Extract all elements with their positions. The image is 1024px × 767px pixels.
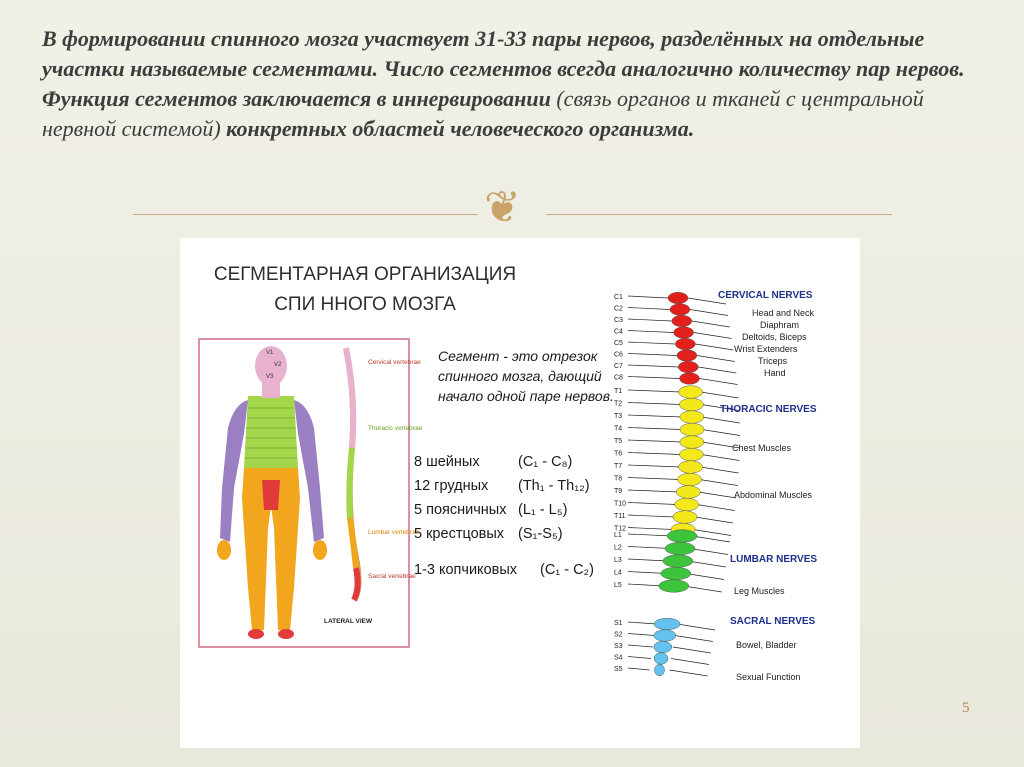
function-label: Triceps: [758, 356, 788, 366]
segment-label-t6: T6: [614, 450, 623, 458]
nerve-branch-c3: [692, 321, 730, 327]
vertebra-s3: [654, 641, 672, 653]
nerve-branch-l1: [692, 536, 730, 542]
function-label: Sexual Function: [736, 672, 801, 682]
segment-label-c5: C5: [614, 340, 623, 347]
segment-label-t12: T12: [614, 525, 627, 533]
lateral-view-label: LATERAL VIEW: [324, 618, 373, 625]
segment-label-t4: T4: [614, 425, 623, 433]
segment-label-c8: C8: [614, 374, 623, 382]
panel-title-line-1: СЕГМЕНТАРНАЯ ОРГАНИЗАЦИЯ: [213, 264, 517, 285]
function-label: Chest Muscles: [732, 443, 792, 453]
nerve-branch-t7: [701, 467, 739, 473]
nerve-root-t10: [628, 503, 677, 505]
nerve-branch-c6: [697, 356, 735, 362]
vertebra-c6: [677, 350, 697, 362]
panel-title-line-2: СПИ ННОГО МОЗГА: [274, 294, 456, 315]
segment-label-l1: L1: [614, 532, 622, 539]
nerve-root-t11: [628, 515, 675, 517]
segment-definition: Сегмент - это отрезок спинного мозга, дающий начало одной паре нервов.: [438, 348, 614, 404]
function-label: Hand: [764, 368, 786, 378]
count-range: (C₁ - C₈): [518, 454, 573, 470]
intro-sentence-1: В формировании спинного мозга участвует 31-33 пары нервов, разделённых на отдельные участки называемые сегментами. Число сегментов всегда аналогично количеству пар нервов. Функция сегментов заключается в иннервировании: [42, 26, 965, 111]
count-range: (S₁-S₅): [518, 526, 563, 542]
nerve-branch-c8: [699, 379, 737, 385]
segment-label-c6: C6: [614, 351, 623, 359]
nerve-branch-s1: [677, 624, 715, 630]
segment-label-l5: L5: [614, 582, 622, 589]
vertebra-t7: [679, 461, 703, 474]
function-label: Abdominal Muscles: [734, 490, 813, 500]
nerve-branch-l4: [686, 574, 724, 580]
nerve-branch-s2: [675, 636, 713, 642]
vertebra-l3: [663, 555, 693, 568]
function-label: Head and Neck: [752, 308, 815, 318]
nerve-root-s3: [628, 645, 653, 647]
vertebra-l4: [661, 567, 691, 580]
nerve-root-c3: [628, 319, 672, 321]
vertebra-t1: [679, 386, 703, 399]
panel-title: [180, 260, 550, 320]
segment-label-l2: L2: [614, 544, 622, 552]
vertebra-s4: [654, 653, 668, 665]
nerve-branch-t11: [695, 517, 733, 523]
segment-label-t10: T10: [614, 500, 627, 508]
count-label: 5 поясничных: [414, 502, 507, 518]
vertebra-s2: [654, 630, 676, 642]
vertebra-t4: [680, 423, 704, 436]
function-label: Leg Muscles: [734, 586, 785, 596]
vertebra-c2: [670, 304, 690, 316]
nerve-root-t5: [628, 440, 682, 442]
nerve-root-l4: [628, 572, 666, 574]
ornament-line-left: [133, 214, 478, 215]
segment-label-s2: S2: [614, 631, 623, 639]
segment-label-t2: T2: [614, 400, 623, 408]
region-label-sacral: Sacral vertebrae: [368, 573, 416, 580]
nerve-root-c5: [628, 342, 675, 344]
nerve-branch-t10: [697, 505, 735, 511]
segment-label-t5: T5: [614, 438, 623, 445]
segment-label-t1: T1: [614, 388, 623, 395]
nerve-branch-t12: [693, 530, 731, 536]
count-label: 1-3 копчиковых: [414, 562, 518, 578]
nerve-root-t12: [628, 528, 673, 530]
vertebra-t5: [680, 436, 704, 449]
nerve-root-c7: [628, 365, 678, 367]
segment-label-t8: T8: [614, 475, 623, 483]
nerve-root-t3: [628, 415, 682, 417]
nerve-branch-l5: [684, 586, 722, 592]
body-dermatome-figure: [198, 338, 423, 648]
function-label: Diaphram: [760, 320, 800, 330]
nerve-root-s1: [628, 622, 657, 624]
nerve-root-t6: [628, 453, 681, 455]
vertebra-c1: [668, 292, 688, 304]
nerve-root-t2: [628, 403, 681, 405]
nerve-root-s2: [628, 634, 655, 636]
vertebra-s1: [654, 618, 680, 630]
segment-label-s4: S4: [614, 654, 623, 662]
vertebra-c3: [672, 315, 692, 327]
nerve-branch-c4: [694, 333, 732, 339]
intro-parenthetical: (связь органов и тканей с центральной нервной системой): [42, 86, 924, 141]
vertebra-c5: [675, 338, 695, 350]
vertebra-t6: [679, 448, 703, 461]
region-label-lumbar: Lumbar vertebrae: [368, 529, 420, 536]
nerve-branch-c5: [695, 344, 733, 350]
count-label: 12 грудных: [414, 478, 489, 494]
segment-label-c4: C4: [614, 328, 623, 336]
nerve-root-l1: [628, 534, 672, 536]
nerve-root-t9: [628, 490, 678, 492]
nerve-branch-s5: [670, 670, 708, 676]
nerve-root-c2: [628, 308, 670, 310]
cervical-nerves-title: CERVICAL NERVES: [718, 290, 813, 301]
head-label-v1: V1: [266, 350, 274, 356]
thoracic-nerves-title: THORACIC NERVES: [720, 404, 817, 415]
vertebra-c8: [679, 373, 699, 385]
segment-diagram-panel: [180, 238, 860, 748]
nerve-branch-c2: [690, 310, 728, 316]
count-range: (L₁ - L₅): [518, 502, 568, 518]
nerve-branch-t6: [701, 455, 739, 461]
nerve-branch-c7: [698, 367, 736, 373]
segment-label-t11: T11: [614, 513, 626, 520]
vertebra-t2: [679, 398, 703, 411]
nerve-branch-t3: [702, 417, 740, 423]
vertebra-l2: [665, 542, 695, 555]
vertebra-t8: [678, 473, 702, 486]
segment-label-c2: C2: [614, 305, 623, 313]
nerve-root-c8: [628, 377, 679, 379]
vertebra-l1: [667, 530, 697, 543]
region-label-cervical: Cervical vertebrae: [368, 359, 421, 366]
intro-paragraph: [42, 24, 982, 144]
segment-label-s5: S5: [614, 666, 623, 673]
page-number: 5: [962, 700, 970, 716]
segment-label-l4: L4: [614, 569, 622, 577]
head-label-v3: V3: [266, 374, 274, 380]
ornament-icon: ❦: [484, 182, 521, 233]
nerve-root-c1: [628, 296, 668, 298]
segment-label-s1: S1: [614, 620, 623, 627]
segment-label-c7: C7: [614, 363, 623, 370]
nerve-branch-s3: [673, 647, 711, 653]
sacral-nerves-title: SACRAL NERVES: [730, 616, 816, 627]
nerve-branch-l2: [690, 549, 728, 555]
segment-label-c1: C1: [614, 294, 623, 301]
segment-label-l3: L3: [614, 557, 622, 564]
vertebra-l5: [659, 580, 689, 593]
vertebra-t9: [676, 486, 700, 499]
nerve-root-t1: [628, 390, 681, 392]
vertebra-t3: [680, 411, 704, 424]
nerve-root-l5: [628, 584, 664, 586]
count-label: 5 крестцовых: [414, 526, 505, 542]
region-label-thoracic: Thoracic vertebrae: [368, 425, 423, 432]
segment-label-c3: C3: [614, 317, 623, 324]
count-label: 8 шейных: [414, 454, 480, 470]
nerve-branch-l3: [688, 561, 726, 567]
nerve-branch-t8: [700, 480, 738, 486]
function-label: Wrist Extenders: [734, 344, 798, 354]
nerve-root-l2: [628, 547, 670, 549]
vertebra-t11: [673, 511, 697, 524]
nerve-root-s4: [628, 657, 651, 659]
count-range: (C₁ - C₂): [540, 562, 595, 578]
segment-label-t7: T7: [614, 463, 623, 470]
head-label-v2: V2: [274, 362, 282, 368]
nerve-branch-t9: [698, 492, 736, 498]
nerve-root-t8: [628, 478, 680, 480]
nerve-root-c6: [628, 354, 677, 356]
vertebra-c7: [678, 361, 698, 373]
segment-label-s3: S3: [614, 643, 623, 650]
segment-label-t9: T9: [614, 488, 623, 495]
lumbar-nerves-title: LUMBAR NERVES: [730, 554, 818, 565]
segment-label-t3: T3: [614, 413, 623, 420]
function-label: Deltoids, Biceps: [742, 332, 807, 342]
vertebra-c4: [674, 327, 694, 339]
nerve-root-l3: [628, 559, 668, 561]
nerve-root-s5: [628, 668, 650, 670]
nerve-branch-s4: [671, 659, 709, 665]
spine-nerve-diagram: [610, 286, 850, 736]
function-label: Bowel, Bladder: [736, 640, 797, 650]
intro-sentence-2: конкретных областей человеческого организма.: [226, 116, 695, 141]
ornament-line-right: [546, 214, 892, 215]
nerve-root-c4: [628, 331, 674, 333]
vertebra-t10: [675, 498, 699, 511]
nerve-branch-t1: [701, 392, 739, 398]
count-range: (Th₁ - Th₁₂): [518, 478, 590, 494]
nerve-root-t4: [628, 428, 682, 430]
nerve-branch-t4: [702, 430, 740, 436]
vertebra-s5: [655, 664, 665, 676]
nerve-root-t7: [628, 465, 681, 467]
